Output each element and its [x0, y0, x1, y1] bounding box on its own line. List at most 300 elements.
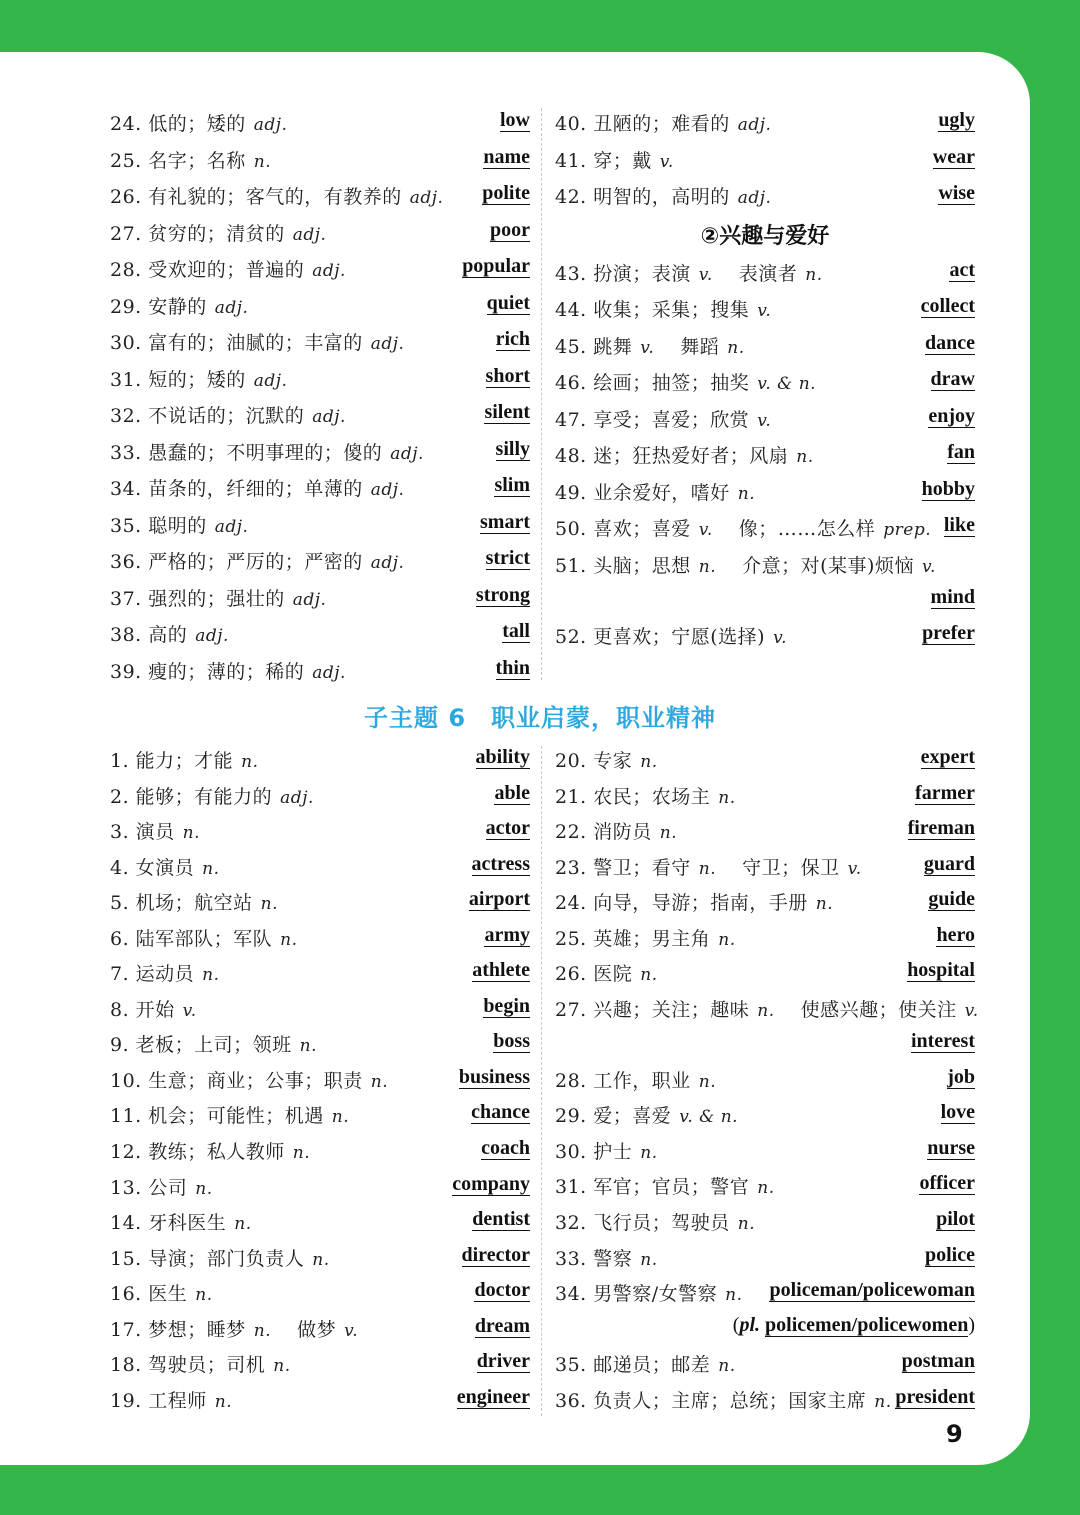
- entry-english-word: athlete: [472, 959, 530, 982]
- entry-english-word: director: [461, 1243, 530, 1266]
- part-of-speech: v.: [659, 151, 674, 172]
- part-of-speech: adj.: [292, 589, 327, 610]
- vocab-entry: [110, 104, 530, 141]
- entry-chinese: [110, 219, 326, 246]
- entry-meaning: 5. 机场；航空站: [110, 892, 253, 915]
- vocab-entry: [555, 1203, 975, 1239]
- vocab-entry: [110, 1239, 530, 1275]
- vocab-entry: [555, 1274, 975, 1345]
- vocab-column-bottom-right: [555, 741, 979, 1416]
- entry-english-word: name: [483, 145, 530, 168]
- entry-meaning: 27. 兴趣；关注；趣味: [555, 998, 750, 1021]
- entry-english-word: police: [925, 1243, 975, 1266]
- part-of-speech: adj.: [370, 553, 405, 573]
- entry-chinese: [110, 657, 346, 684]
- entry-english-word: policeman/policewoman: [769, 1279, 975, 1302]
- entry-english-word: dentist: [472, 1208, 530, 1231]
- entry-english-word: pilot: [936, 1208, 975, 1231]
- entry-meaning: 20. 专家: [555, 750, 633, 772]
- entry-meaning: 19. 工程师: [110, 1389, 207, 1412]
- entry-english-word: dream: [474, 1314, 530, 1337]
- vocab-entry: [555, 1381, 975, 1417]
- vocab-entry: [555, 473, 975, 510]
- entry-meaning: 10. 生意；商业；公事；职责: [110, 1069, 363, 1092]
- entry-english-word: fan: [947, 441, 975, 463]
- vocab-entry: [555, 990, 979, 1061]
- entry-chinese: [555, 1386, 892, 1413]
- entry-chinese: [555, 441, 814, 468]
- entry-chinese: [110, 182, 443, 209]
- entry-english-word: officer: [919, 1172, 975, 1195]
- entry-chinese: [555, 888, 833, 915]
- entry-chinese: [555, 1137, 658, 1164]
- part-of-speech: n.: [253, 151, 272, 172]
- entry-english-word: wear: [932, 145, 975, 168]
- entry-meaning-2: 舞蹈: [680, 335, 720, 358]
- entry-meaning: 44. 收集；采集；搜集: [555, 299, 750, 321]
- entry-meaning: 38. 高的: [110, 624, 188, 646]
- entry-meaning: 40. 丑陋的；难看的: [555, 113, 730, 135]
- entry-meaning: 51. 头脑；思想: [555, 554, 691, 577]
- entry-english-word: tall: [502, 620, 530, 642]
- part-of-speech: n.: [234, 1214, 252, 1235]
- entry-chinese: [110, 438, 424, 465]
- entry-chinese: [110, 292, 248, 319]
- entry-english-word: airport: [468, 888, 530, 911]
- entry-chinese: [555, 1208, 755, 1235]
- entry-chinese: [110, 584, 326, 611]
- vocab-entry: [110, 919, 530, 955]
- part-of-speech: v.: [757, 410, 772, 431]
- part-of-speech: n.: [312, 1249, 330, 1270]
- part-of-speech: n.: [815, 894, 834, 915]
- entry-meaning: 33. 愚蠢的；不明事理的；傻的: [110, 441, 383, 464]
- entry-english-word: rich: [495, 328, 530, 350]
- part-of-speech: n.: [299, 1036, 318, 1057]
- entry-chinese: [110, 328, 404, 355]
- entry-chinese: [110, 1030, 317, 1057]
- entry-meaning: 41. 穿；戴: [555, 149, 652, 172]
- part-of-speech: n.: [331, 1107, 350, 1128]
- entry-chinese: [555, 478, 755, 505]
- entry-english-word: wise: [938, 182, 975, 204]
- part-of-speech: n.: [796, 447, 814, 467]
- entry-chinese: [110, 1279, 213, 1306]
- part-of-speech: adj.: [370, 334, 405, 354]
- entry-chinese: [555, 782, 736, 809]
- entry-meaning: 15. 导演；部门负责人: [110, 1247, 305, 1270]
- entry-meaning: 28. 受欢迎的；普遍的: [110, 259, 305, 281]
- entry-meaning-2: 介意；对(某事)烦恼: [742, 554, 914, 577]
- entry-chinese: [110, 1208, 252, 1235]
- entry-english-word: love: [940, 1101, 975, 1124]
- entry-chinese: [110, 146, 271, 173]
- vocab-entry: [555, 1167, 975, 1203]
- entry-english-word: company: [452, 1172, 530, 1195]
- entry-chinese: [110, 109, 287, 136]
- vocab-entry: [555, 1061, 975, 1097]
- vocab-entry: [110, 1025, 530, 1061]
- entry-meaning: 23. 警卫；看守: [555, 856, 691, 879]
- entry-meaning: 35. 邮递员；邮差: [555, 1354, 711, 1377]
- vocab-entry: [110, 1096, 530, 1132]
- entry-meaning: 14. 牙科医生: [110, 1212, 227, 1235]
- entry-english-word: hobby: [921, 477, 975, 500]
- entry-chinese: [110, 782, 314, 809]
- part-of-speech: adj.: [737, 188, 772, 208]
- entry-meaning: 31. 军官；官员；警官: [555, 1176, 750, 1199]
- part-of-speech: n.: [260, 894, 279, 915]
- entry-chinese: [110, 817, 200, 844]
- entry-english-word: silent: [484, 401, 530, 423]
- entry-english-word: nurse: [927, 1136, 975, 1159]
- entry-chinese: [110, 995, 197, 1022]
- part-of-speech: n.: [737, 1214, 756, 1235]
- vocab-entry: [110, 812, 530, 848]
- vocab-column-top-left: [110, 104, 530, 688]
- vocab-entry: [110, 250, 530, 287]
- part-of-speech: n.: [718, 1356, 736, 1377]
- part-of-speech: adj.: [737, 115, 772, 135]
- entry-english-word: able: [494, 781, 530, 804]
- entry-chinese: [110, 401, 346, 428]
- entry-chinese: [555, 405, 771, 432]
- part-of-speech: adj.: [390, 443, 424, 464]
- entry-meaning: 36. 严格的；严厉的；严密的: [110, 551, 363, 573]
- part-of-speech-2: prep.: [883, 520, 932, 540]
- vocab-entry: [555, 546, 975, 617]
- vocab-entry: [110, 777, 530, 813]
- entry-chinese: [555, 746, 658, 773]
- vocab-entry: [555, 104, 975, 141]
- vocab-entry: [555, 741, 975, 777]
- entry-chinese: [110, 1315, 358, 1342]
- entry-meaning: 36. 负责人；主席；总统；国家主席: [555, 1389, 867, 1412]
- part-of-speech: n.: [698, 858, 717, 879]
- entry-english-word: prefer: [922, 621, 975, 644]
- entry-english-word: draw: [930, 368, 975, 390]
- entry-chinese: [110, 620, 229, 647]
- entry-english-word: poor: [490, 218, 530, 241]
- entry-chinese: [110, 746, 259, 773]
- vocab-entry: [110, 323, 530, 360]
- part-of-speech: n.: [698, 556, 717, 577]
- part-of-speech: n.: [640, 1249, 658, 1270]
- vocab-entry: [555, 919, 975, 955]
- entry-meaning-2: 表演者: [738, 262, 798, 285]
- entry-chinese: [110, 1137, 310, 1164]
- entry-meaning: 39. 瘦的；薄的；稀的: [110, 660, 305, 683]
- part-of-speech: n.: [718, 929, 736, 950]
- part-of-speech: adj.: [370, 480, 405, 500]
- part-of-speech: v.: [757, 301, 772, 321]
- vocab-entry: [110, 652, 530, 689]
- entry-meaning: 52. 更喜欢；宁愿(选择): [555, 625, 766, 648]
- entry-meaning: 24. 低的；矮的: [110, 113, 246, 135]
- entry-chinese: [110, 888, 278, 915]
- entry-english-word: job: [947, 1065, 975, 1088]
- vocab-entry: [110, 883, 530, 919]
- entry-meaning: 13. 公司: [110, 1176, 188, 1199]
- part-of-speech: n.: [718, 787, 736, 808]
- entry-meaning: 30. 富有的；油腻的；丰富的: [110, 332, 363, 354]
- entry-meaning: 12. 教练；私人教师: [110, 1141, 285, 1164]
- entry-english-word: begin: [483, 994, 530, 1017]
- entry-english-word: farmer: [915, 781, 975, 804]
- vocab-entry: [555, 777, 975, 813]
- part-of-speech: adj.: [253, 115, 288, 135]
- entry-chinese: [555, 1101, 738, 1128]
- vocab-entry: [110, 141, 530, 178]
- part-of-speech: adj.: [292, 224, 327, 245]
- entry-english-word: driver: [476, 1350, 530, 1373]
- vocab-entry: [555, 1096, 975, 1132]
- part-of-speech: adj.: [214, 516, 249, 537]
- part-of-speech: v.: [640, 337, 655, 358]
- part-of-speech: adj.: [253, 370, 288, 391]
- entry-english-word: engineer: [456, 1385, 530, 1408]
- entry-english-word: fireman: [907, 817, 975, 840]
- part-of-speech: n.: [273, 1356, 291, 1377]
- entry-meaning: 28. 工作，职业: [555, 1069, 691, 1092]
- vocab-entry: [555, 141, 975, 178]
- entry-meaning: 25. 名字；名称: [110, 149, 246, 172]
- vocab-entry: [110, 506, 530, 543]
- entry-english-word: strict: [485, 547, 530, 569]
- part-of-speech: n.: [182, 823, 201, 844]
- vocab-entry: [110, 615, 530, 652]
- part-of-speech-2: v.: [847, 858, 862, 879]
- entry-meaning: 32. 飞行员；驾驶员: [555, 1212, 730, 1235]
- vocab-entry: [555, 509, 975, 546]
- entry-english-word: popular: [462, 255, 530, 277]
- entry-english-word: act: [949, 258, 975, 281]
- subheading: ②兴趣与爱好: [700, 223, 830, 249]
- part-of-speech: n.: [370, 1071, 389, 1092]
- part-of-speech: n.: [253, 1320, 272, 1341]
- entry-meaning: 47. 享受；喜爱；欣赏: [555, 408, 750, 431]
- plural-words: policemen/policewomen: [765, 1314, 969, 1337]
- entry-chinese: [555, 1172, 775, 1199]
- entry-english-word: actress: [471, 852, 530, 875]
- part-of-speech: v. & n.: [679, 1107, 739, 1128]
- entry-english-word: hero: [936, 923, 975, 946]
- entry-chinese: [555, 146, 674, 173]
- entry-meaning: 24. 向导，导游；指南，手册: [555, 892, 808, 915]
- entry-meaning: 11. 机会；可能性；机遇: [110, 1105, 324, 1128]
- entry-chinese: [555, 332, 745, 359]
- plural-note: [733, 1314, 975, 1337]
- part-of-speech: v.: [182, 1000, 197, 1021]
- entry-english-word: expert: [920, 746, 975, 768]
- entry-chinese: [110, 255, 346, 282]
- entry-chinese: [555, 514, 931, 541]
- vocab-entry: [110, 177, 530, 214]
- part-of-speech-2: v.: [344, 1320, 359, 1341]
- part-of-speech: adj.: [312, 261, 346, 281]
- entry-chinese: [555, 551, 936, 578]
- entry-english-word: coach: [481, 1137, 530, 1160]
- part-of-speech-2: n.: [727, 337, 745, 358]
- part-of-speech: n.: [202, 965, 220, 986]
- entry-chinese: [555, 109, 771, 136]
- part-of-speech: n.: [737, 483, 756, 504]
- vocab-entry: [110, 990, 530, 1026]
- vocab-entry: [110, 360, 530, 397]
- vocab-entry: [110, 1132, 530, 1168]
- entry-chinese: [110, 1173, 213, 1200]
- entry-english-word: enjoy: [928, 404, 975, 427]
- entry-meaning: 27. 贫穷的；清贫的: [110, 222, 285, 245]
- entry-english-word: boss: [493, 1030, 530, 1053]
- vocab-entry: [110, 469, 530, 506]
- part-of-speech: v.: [698, 264, 713, 285]
- entry-meaning: 42. 明智的，高明的: [555, 186, 730, 208]
- entry-meaning: 26. 有礼貌的；客气的，有教养的: [110, 186, 402, 208]
- part-of-speech: v. & n.: [757, 374, 817, 394]
- entry-meaning-2: 做梦: [297, 1318, 337, 1341]
- entry-meaning: 9. 老板；上司；领班: [110, 1034, 292, 1057]
- part-of-speech: v.: [698, 520, 713, 540]
- part-of-speech: n.: [725, 1285, 743, 1306]
- entry-meaning: 45. 跳舞: [555, 335, 633, 358]
- entry-meaning: 18. 驾驶员；司机: [110, 1354, 266, 1377]
- entry-english-word: interest: [910, 1029, 975, 1052]
- vocab-column-top-right: [555, 104, 975, 653]
- entry-chinese: [110, 365, 287, 392]
- entry-meaning: 3. 演员: [110, 821, 175, 844]
- entry-english-word: doctor: [474, 1279, 530, 1302]
- vocab-entry: [555, 954, 975, 990]
- entry-chinese: [110, 853, 220, 880]
- part-of-speech: adj.: [312, 407, 346, 427]
- part-of-speech: n.: [640, 1142, 658, 1163]
- column-divider: [541, 108, 542, 680]
- part-of-speech: n.: [241, 752, 259, 772]
- entry-english-word: quiet: [486, 291, 530, 314]
- entry-english-word: strong: [475, 583, 530, 606]
- entry-meaning: 48. 迷；狂热爱好者；风扇: [555, 445, 789, 467]
- entry-meaning: 8. 开始: [110, 998, 175, 1021]
- entry-chinese: [555, 924, 736, 951]
- entry-meaning: 2. 能够；有能力的: [110, 785, 273, 808]
- entry-meaning: 16. 医生: [110, 1283, 188, 1306]
- part-of-speech: n.: [698, 1071, 717, 1092]
- entry-english-word: actor: [485, 817, 530, 840]
- entry-meaning: 29. 安静的: [110, 295, 207, 318]
- entry-english-word: chance: [471, 1101, 530, 1124]
- part-of-speech: n.: [202, 858, 220, 879]
- entry-chinese: [110, 1101, 349, 1128]
- entry-meaning: 4. 女演员: [110, 856, 195, 879]
- entry-meaning: 1. 能力；才能: [110, 750, 234, 772]
- entry-chinese: [555, 259, 823, 286]
- entry-meaning: 37. 强烈的；强壮的: [110, 587, 285, 610]
- entry-chinese: [555, 1350, 736, 1377]
- entry-english-word: guide: [928, 888, 975, 911]
- entry-meaning: 46. 绘画；抽签；抽奖: [555, 372, 750, 394]
- entry-english-word: army: [484, 923, 530, 946]
- entry-meaning-2: 守卫；保卫: [742, 856, 840, 879]
- plural-open: (: [732, 1314, 740, 1337]
- entry-english-word: president: [895, 1385, 975, 1408]
- entry-chinese: [555, 959, 658, 986]
- entry-chinese: [555, 1279, 743, 1306]
- entry-meaning: 6. 陆军部队；军队: [110, 927, 273, 950]
- part-of-speech: n.: [195, 1285, 213, 1306]
- entry-chinese: [110, 1386, 232, 1413]
- vocab-entry: [110, 542, 530, 579]
- entry-chinese: [110, 1244, 330, 1271]
- entry-english-word: thin: [495, 656, 530, 679]
- part-of-speech: n.: [640, 752, 658, 772]
- entry-english-word: collect: [920, 295, 975, 317]
- entry-meaning: 33. 警察: [555, 1247, 633, 1270]
- entry-meaning: 17. 梦想；睡梦: [110, 1318, 246, 1341]
- entry-meaning: 32. 不说话的；沉默的: [110, 405, 305, 427]
- vocab-entry: [555, 1132, 975, 1168]
- vocab-entry: [110, 1310, 530, 1346]
- vocab-entry: [110, 848, 530, 884]
- entry-meaning: 22. 消防员: [555, 821, 652, 844]
- entry-english-word: hospital: [907, 959, 975, 982]
- entry-meaning: 26. 医院: [555, 963, 633, 986]
- part-of-speech: n.: [640, 965, 658, 986]
- vocab-entry: [110, 741, 530, 777]
- entry-meaning: 34. 男警察/女警察: [555, 1283, 718, 1306]
- entry-meaning: 30. 护士: [555, 1140, 633, 1163]
- entry-meaning: 49. 业余爱好，嗜好: [555, 481, 730, 504]
- entry-meaning: 34. 苗条的，纤细的；单薄的: [110, 478, 363, 500]
- vocab-entry: [555, 1239, 975, 1275]
- vocab-entry: [110, 287, 530, 324]
- entry-meaning-2: 使感兴趣；使关注: [800, 998, 957, 1021]
- vocab-entry: [555, 177, 975, 214]
- entry-chinese: [110, 474, 404, 501]
- vocab-entry: [555, 812, 975, 848]
- entry-english-word: low: [500, 109, 530, 131]
- vocab-entry: [555, 436, 975, 473]
- vocab-entry: [110, 433, 530, 470]
- vocab-entry: [555, 617, 975, 654]
- entry-meaning: 21. 农民；农场主: [555, 785, 711, 808]
- part-of-speech: adj.: [280, 787, 314, 808]
- entry-chinese: [110, 511, 248, 538]
- entry-english-word: short: [485, 364, 530, 387]
- entry-chinese: [110, 959, 220, 986]
- entry-meaning: 25. 英雄；男主角: [555, 927, 711, 950]
- vocab-entry: [110, 579, 530, 616]
- entry-meaning: 35. 聪明的: [110, 514, 207, 537]
- entry-english-word: ability: [475, 746, 530, 768]
- entry-chinese: [555, 1244, 658, 1271]
- vocab-column-bottom-left: [110, 741, 530, 1416]
- vocab-entry: [110, 1381, 530, 1417]
- page-number: 9: [946, 1420, 963, 1448]
- entry-meaning: 7. 运动员: [110, 963, 195, 986]
- entry-english-word: smart: [480, 510, 530, 533]
- vocab-entry: [555, 327, 975, 364]
- vocab-entry: [555, 254, 975, 291]
- entry-english-word: like: [943, 514, 975, 536]
- part-of-speech: n.: [874, 1391, 892, 1412]
- vocab-entry: [555, 1345, 975, 1381]
- entry-chinese: [110, 547, 404, 574]
- vocab-entry: [110, 1061, 530, 1097]
- entry-chinese: [555, 817, 677, 844]
- section-title: 子主题 6 职业启蒙，职业精神: [363, 704, 717, 732]
- vocab-entry: [555, 363, 975, 400]
